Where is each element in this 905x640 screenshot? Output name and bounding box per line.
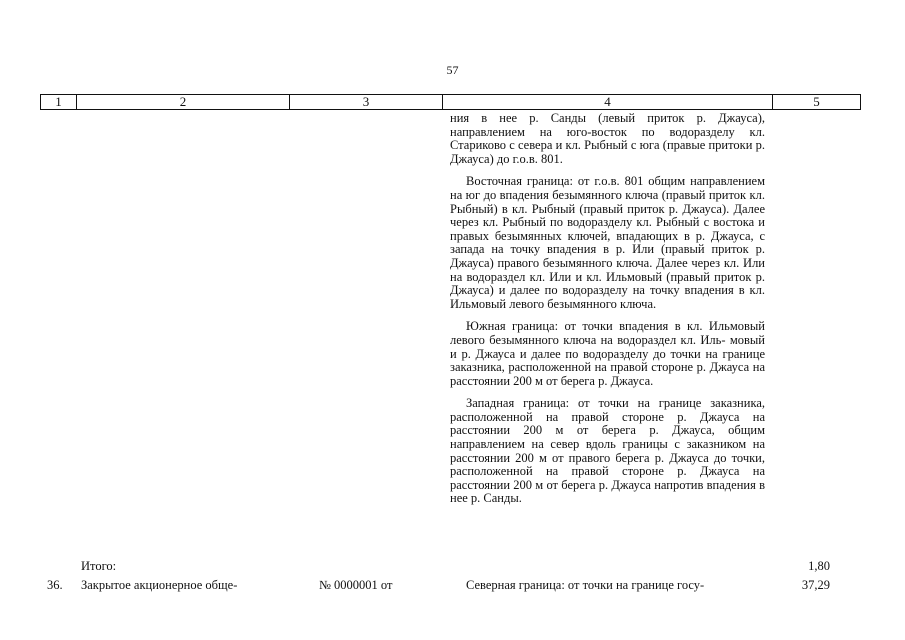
boundary-paragraph-west: Западная граница: от точки на границе заказника, расположенной на правой стороне р. Джауса на расстоянии 200 м от берега р. Джауса, общим направлением на север вдоль границы с заказником на расстоянии 200 м от правого берега р. Джауса до точки, расположенной на правой стороне р. Джауса на расстоянии 200 м от берега р. Джауса напротив впадения в нее р. Санды. [450, 396, 765, 506]
total-value: 1,80 [808, 559, 830, 573]
total-label: Итого: [81, 559, 117, 573]
boundary-paragraph-east: Восточная граница: от г.о.в. 801 общим направлением на юг до впадения безымянного ключа (правый приток кл. Рыбный) в кл. Рыбный (правый приток р. Джауса). Далее через кл. Рыбный по водоразделу кл. Рыбный с востока и правых безымянных ключей, впадающих в р. Джауса, с запада на точку впадения в р. Или (правый приток р. Джауса) правого безымянного ключа. Далее через кл. Или на водораздел кл. Или и кл. Ильмовый (правый приток р. Джауса) и далее по водоразделу на точку впадения в кл. Ильмовый левого безымянного ключа. [450, 174, 765, 311]
boundary-description [450, 112, 765, 515]
boundary-paragraph-continuation: ния в нее р. Санды (левый приток р. Джауса), направлением на юго-восток по водоразделу кл. Стариково с севера и кл. Рыбный с юга (правые притоки р. Джауса) до г.о.в. 801. [450, 111, 765, 166]
row-document: № 0000001 от [319, 578, 393, 592]
row-organization: Закрытое акционерное обще- [81, 578, 238, 592]
table-header-row [40, 94, 861, 110]
column-header-4: 4 [443, 95, 773, 109]
column-header-1: 1 [41, 95, 77, 109]
page-number: 57 [446, 63, 459, 77]
row-number: 36. [47, 578, 63, 592]
column-header-3: 3 [290, 95, 443, 109]
column-header-5: 5 [813, 94, 820, 109]
boundary-paragraph-south: Южная граница: от точки впадения в кл. Ильмовый левого безымянного ключа на водораздел кл. Иль- мовый и р. Джауса и далее по водоразделу до точки на границе заказника, расположенной на правой стороне р. Джауса на расстоянии 200 м от берега р. Джауса. [450, 319, 765, 388]
row-area: 37,29 [801, 578, 830, 592]
row-description: Северная граница: от точки на границе госу- [466, 578, 705, 592]
column-header-2: 2 [77, 95, 290, 109]
